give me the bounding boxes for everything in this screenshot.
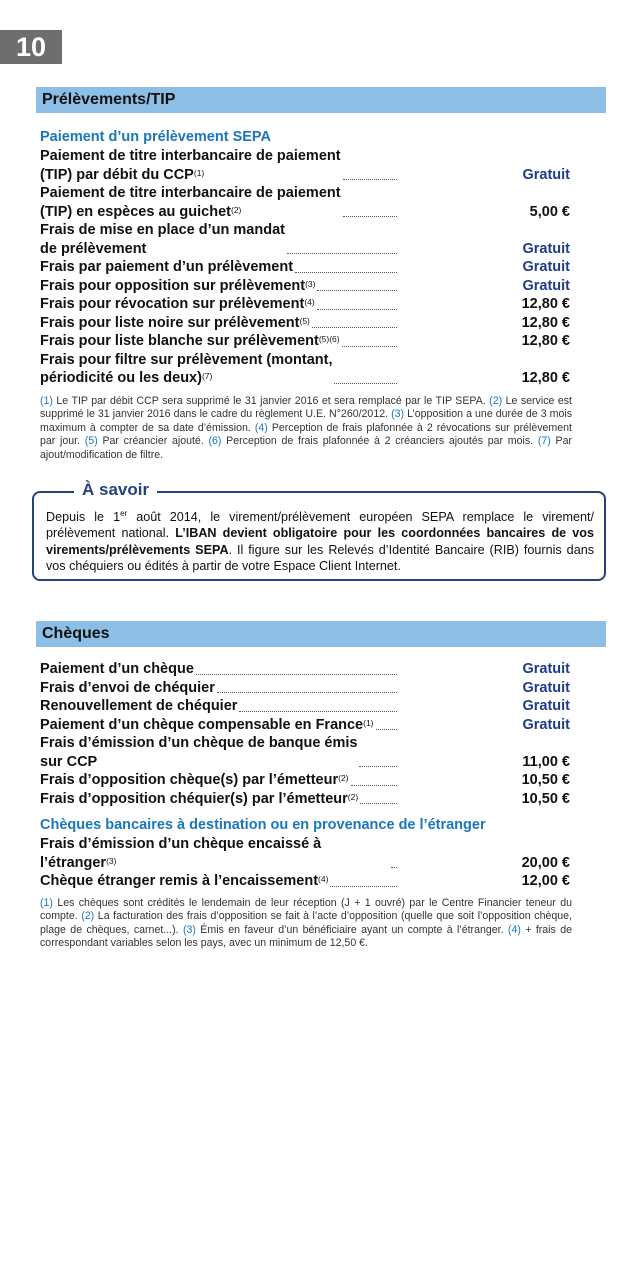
price-row-label: Frais pour liste noire sur prélèvement$^{(5)}$ — [40, 314, 310, 331]
price-value: Gratuit — [522, 240, 570, 257]
dot-leader — [330, 886, 397, 887]
price-row-label: Frais d’envoi de chéquier — [40, 679, 215, 696]
price-row — [40, 332, 572, 351]
subtitle-cheques-etranger: Chèques bancaires à destination ou en provenance de l’étranger — [40, 817, 486, 833]
footnote-text: Perception de frais plafonnée à 2 révocations sur prélèvement par jour. — [40, 421, 572, 447]
price-row-label: Renouvellement de chéquier — [40, 698, 238, 714]
dot-leader — [334, 383, 397, 384]
price-row-label-wrap — [40, 295, 400, 314]
price-row — [40, 872, 572, 891]
price-row-label-wrap — [40, 716, 400, 735]
price-row-label: Frais pour révocation sur prélèvement$^{(4)}$ — [40, 296, 315, 312]
price-row-label-wrap — [40, 277, 400, 296]
price-row — [40, 221, 572, 258]
price-row-label: Paiement d’un chèque — [40, 661, 194, 677]
dot-leader — [317, 290, 397, 291]
dot-leader — [239, 711, 397, 712]
a-savoir-box — [32, 480, 606, 581]
price-row-label-wrap — [40, 790, 400, 809]
price-row-label-wrap — [40, 734, 400, 771]
price-value: 12,80 € — [521, 333, 570, 349]
subtitle-sepa: Paiement d’un prélèvement SEPA — [40, 129, 271, 145]
price-row — [40, 679, 572, 698]
footnote-text: La facturation des frais d’opposition se fait à l’acte d’opposition (quelle que soit l’opposition chèque, plage de chèques, carnet...). — [40, 910, 572, 936]
price-row — [40, 351, 572, 388]
price-row — [40, 734, 572, 771]
price-row-label: Paiement d’un chèque compensable en France$^{(1)}$ — [40, 716, 374, 733]
footnote-ref: (2) — [347, 791, 359, 802]
prelevements-price-list — [40, 147, 572, 388]
footnote-number: (4) — [254, 421, 268, 434]
page-number-badge: 10 — [0, 30, 62, 64]
footnote-text: L’opposition a une durée de 3 mois maximum à compter de sa date d’émission. — [40, 408, 573, 434]
a-savoir-text-part: Depuis le 1 — [46, 510, 121, 525]
price-value: 5,00 € — [529, 203, 570, 220]
section-title-cheques: Chèques — [36, 621, 606, 647]
footnote-text: Le TIP par débit CCP sera supprimé le 31 janvier 2016 et sera remplacé par le TIP SEPA. — [52, 394, 490, 407]
dot-leader — [312, 327, 397, 328]
dot-leader — [317, 309, 397, 310]
price-row — [40, 697, 572, 716]
a-savoir-bold-text: L’IBAN devient obligatoire pour les coordonnées bancaires de vos virements/prélèvements SEPA — [46, 526, 594, 557]
a-savoir-text — [46, 506, 594, 574]
cheques-content — [40, 660, 572, 951]
footnote-number: (6) — [208, 435, 222, 447]
price-row-label-wrap — [40, 332, 400, 351]
price-row-label: Frais pour liste blanche sur prélèvement$^{(5)(6)}$ — [40, 333, 340, 349]
price-row — [40, 771, 572, 790]
price-value: 10,50 € — [521, 772, 570, 788]
dot-leader — [343, 179, 397, 180]
price-row-label: Frais d’opposition chéquier(s) par l’émetteur$^{(2)}$ — [40, 790, 359, 807]
price-row-label-wrap — [40, 314, 400, 333]
price-row — [40, 660, 572, 679]
price-row-label: Frais d’opposition chèque(s) par l’émetteur$^{(2)}$ — [40, 772, 349, 788]
a-savoir-text-part: . Il figure sur les Relevés d’Identité Bancaire (RIB) fournis dans vos chéquiers ou édités à partir de votre Espace Client Internet. — [46, 542, 594, 574]
footnote-text: Par ajout/modification de filtre. — [40, 435, 572, 461]
price-row — [40, 835, 572, 872]
price-row-label: Chèque étranger remis à l’encaissement$^{(4)}$ — [40, 873, 329, 889]
dot-leader — [287, 253, 397, 254]
price-row-label-wrap — [40, 351, 400, 388]
footnote-number: (2) — [81, 910, 95, 922]
price-row-label: Frais pour filtre sur prélèvement (montant, périodicité ou les deux)$^{(7)}$ — [40, 351, 333, 386]
dot-leader — [359, 766, 397, 767]
price-row — [40, 790, 572, 809]
dot-leader — [217, 692, 397, 693]
dot-leader — [360, 803, 397, 804]
footnote-text: Par créancier ajouté. — [97, 435, 209, 447]
footnote-text: Les chèques sont crédités le lendemain de leur réception (J + 1 ouvré) par le Centre Financier teneur du compte. — [40, 896, 572, 922]
footnote-ref: (5) — [299, 315, 310, 326]
footnote-ref: (4) — [304, 297, 315, 307]
price-row-label: Frais d’émission d’un chèque encaissé à l’étranger$^{(3)}$ — [40, 836, 322, 871]
a-savoir-sup: er — [120, 509, 128, 518]
price-row-label: Frais pour opposition sur prélèvement$^{(3)}$ — [40, 277, 316, 294]
dot-leader — [376, 729, 397, 730]
price-row — [40, 277, 572, 296]
price-row — [40, 314, 572, 333]
footnote-text: Émis en faveur d’un bénéficiaire ayant un compte à l’étranger. — [195, 923, 508, 936]
price-row — [40, 258, 572, 277]
footnote-number: (3) — [182, 923, 196, 936]
price-value: 11,00 € — [522, 753, 570, 770]
price-value: 12,80 € — [521, 296, 570, 312]
cheques-price-list — [40, 660, 572, 808]
price-row-label-wrap — [40, 660, 400, 679]
price-row-label-wrap — [40, 872, 400, 891]
price-row-label-wrap — [40, 184, 400, 221]
price-row-label: Paiement de titre interbancaire de paiement (TIP) par débit du CCP$^{(1)}$ — [40, 148, 341, 183]
price-value: Gratuit — [522, 679, 570, 696]
footnote-number: (1) — [40, 896, 53, 909]
price-row — [40, 184, 572, 221]
footnote-text: Le service est supprimé le 31 janvier 2016 dans le cadre du règlement U.E. N°260/2012. — [40, 394, 572, 420]
footnote-ref: (3) — [305, 278, 316, 289]
price-row-label-wrap — [40, 258, 400, 277]
footnote-number: (5) — [84, 435, 98, 447]
price-row-label-wrap — [40, 835, 400, 872]
cheques-footnotes — [40, 897, 572, 951]
footnote-ref: (1) — [363, 717, 374, 728]
price-value: 20,00 € — [521, 854, 570, 871]
price-row-label: Paiement de titre interbancaire de paiement (TIP) en espèces au guichet$^{(2)}$ — [40, 185, 341, 220]
dot-leader — [196, 674, 397, 675]
price-row-label: Frais de mise en place d’un mandat de prélèvement — [40, 222, 285, 257]
dot-leader — [342, 346, 397, 347]
footnote-ref: (3) — [106, 855, 117, 866]
footnote-ref: (2) — [230, 204, 242, 215]
price-value: Gratuit — [522, 166, 570, 183]
price-row-label: Frais par paiement d’un prélèvement — [40, 259, 294, 275]
footnote-number: (4) — [507, 923, 521, 936]
price-value: Gratuit — [522, 716, 570, 733]
footnote-number: (1) — [40, 394, 53, 407]
footnote-ref: (1) — [193, 167, 205, 178]
price-row-label-wrap — [40, 697, 400, 716]
dot-leader — [351, 785, 398, 786]
footnote-text: + frais de correspondant variables selon les pays, avec un minimum de 12,50 €. — [40, 923, 572, 949]
footnote-ref: (5)(6) — [318, 334, 340, 344]
footnote-ref: (2) — [338, 773, 349, 783]
price-value: Gratuit — [522, 698, 570, 714]
price-value: Gratuit — [522, 277, 570, 294]
footnote-number: (3) — [391, 408, 405, 420]
price-value: 10,50 € — [521, 790, 570, 807]
price-row-label-wrap — [40, 771, 400, 790]
dot-leader — [343, 216, 397, 217]
price-value: 12,80 € — [521, 314, 570, 331]
footnote-number: (7) — [537, 435, 551, 447]
dot-leader — [391, 867, 397, 868]
price-row-label: Frais d’émission d’un chèque de banque émis sur CCP — [40, 735, 358, 770]
price-value: Gratuit — [522, 661, 570, 677]
dot-leader — [295, 272, 397, 273]
prelevements-footnotes — [40, 395, 572, 463]
price-row-label-wrap — [40, 221, 400, 258]
a-savoir-text-part: août 2014, le virement/prélèvement européen SEPA remplace le virement/ prélèvement national. — [46, 510, 594, 541]
price-row-label-wrap — [40, 679, 400, 698]
price-row — [40, 716, 572, 735]
cheques-etranger-price-list — [40, 835, 572, 891]
footnote-text: Perception de frais plafonnée à 2 créanciers ajoutés par mois. — [221, 435, 538, 447]
price-value: 12,80 € — [521, 370, 570, 386]
price-value: 12,00 € — [521, 873, 570, 889]
price-row — [40, 147, 572, 184]
price-value: Gratuit — [522, 259, 570, 275]
price-row-label-wrap — [40, 147, 400, 184]
footnote-number: (2) — [489, 394, 503, 407]
footnote-ref: (7) — [201, 371, 213, 381]
prelevements-content — [40, 128, 572, 462]
price-row — [40, 295, 572, 314]
footnote-ref: (4) — [318, 874, 329, 884]
section-title-prelevements: Prélèvements/TIP — [36, 87, 606, 113]
a-savoir-title: À savoir — [74, 480, 157, 500]
